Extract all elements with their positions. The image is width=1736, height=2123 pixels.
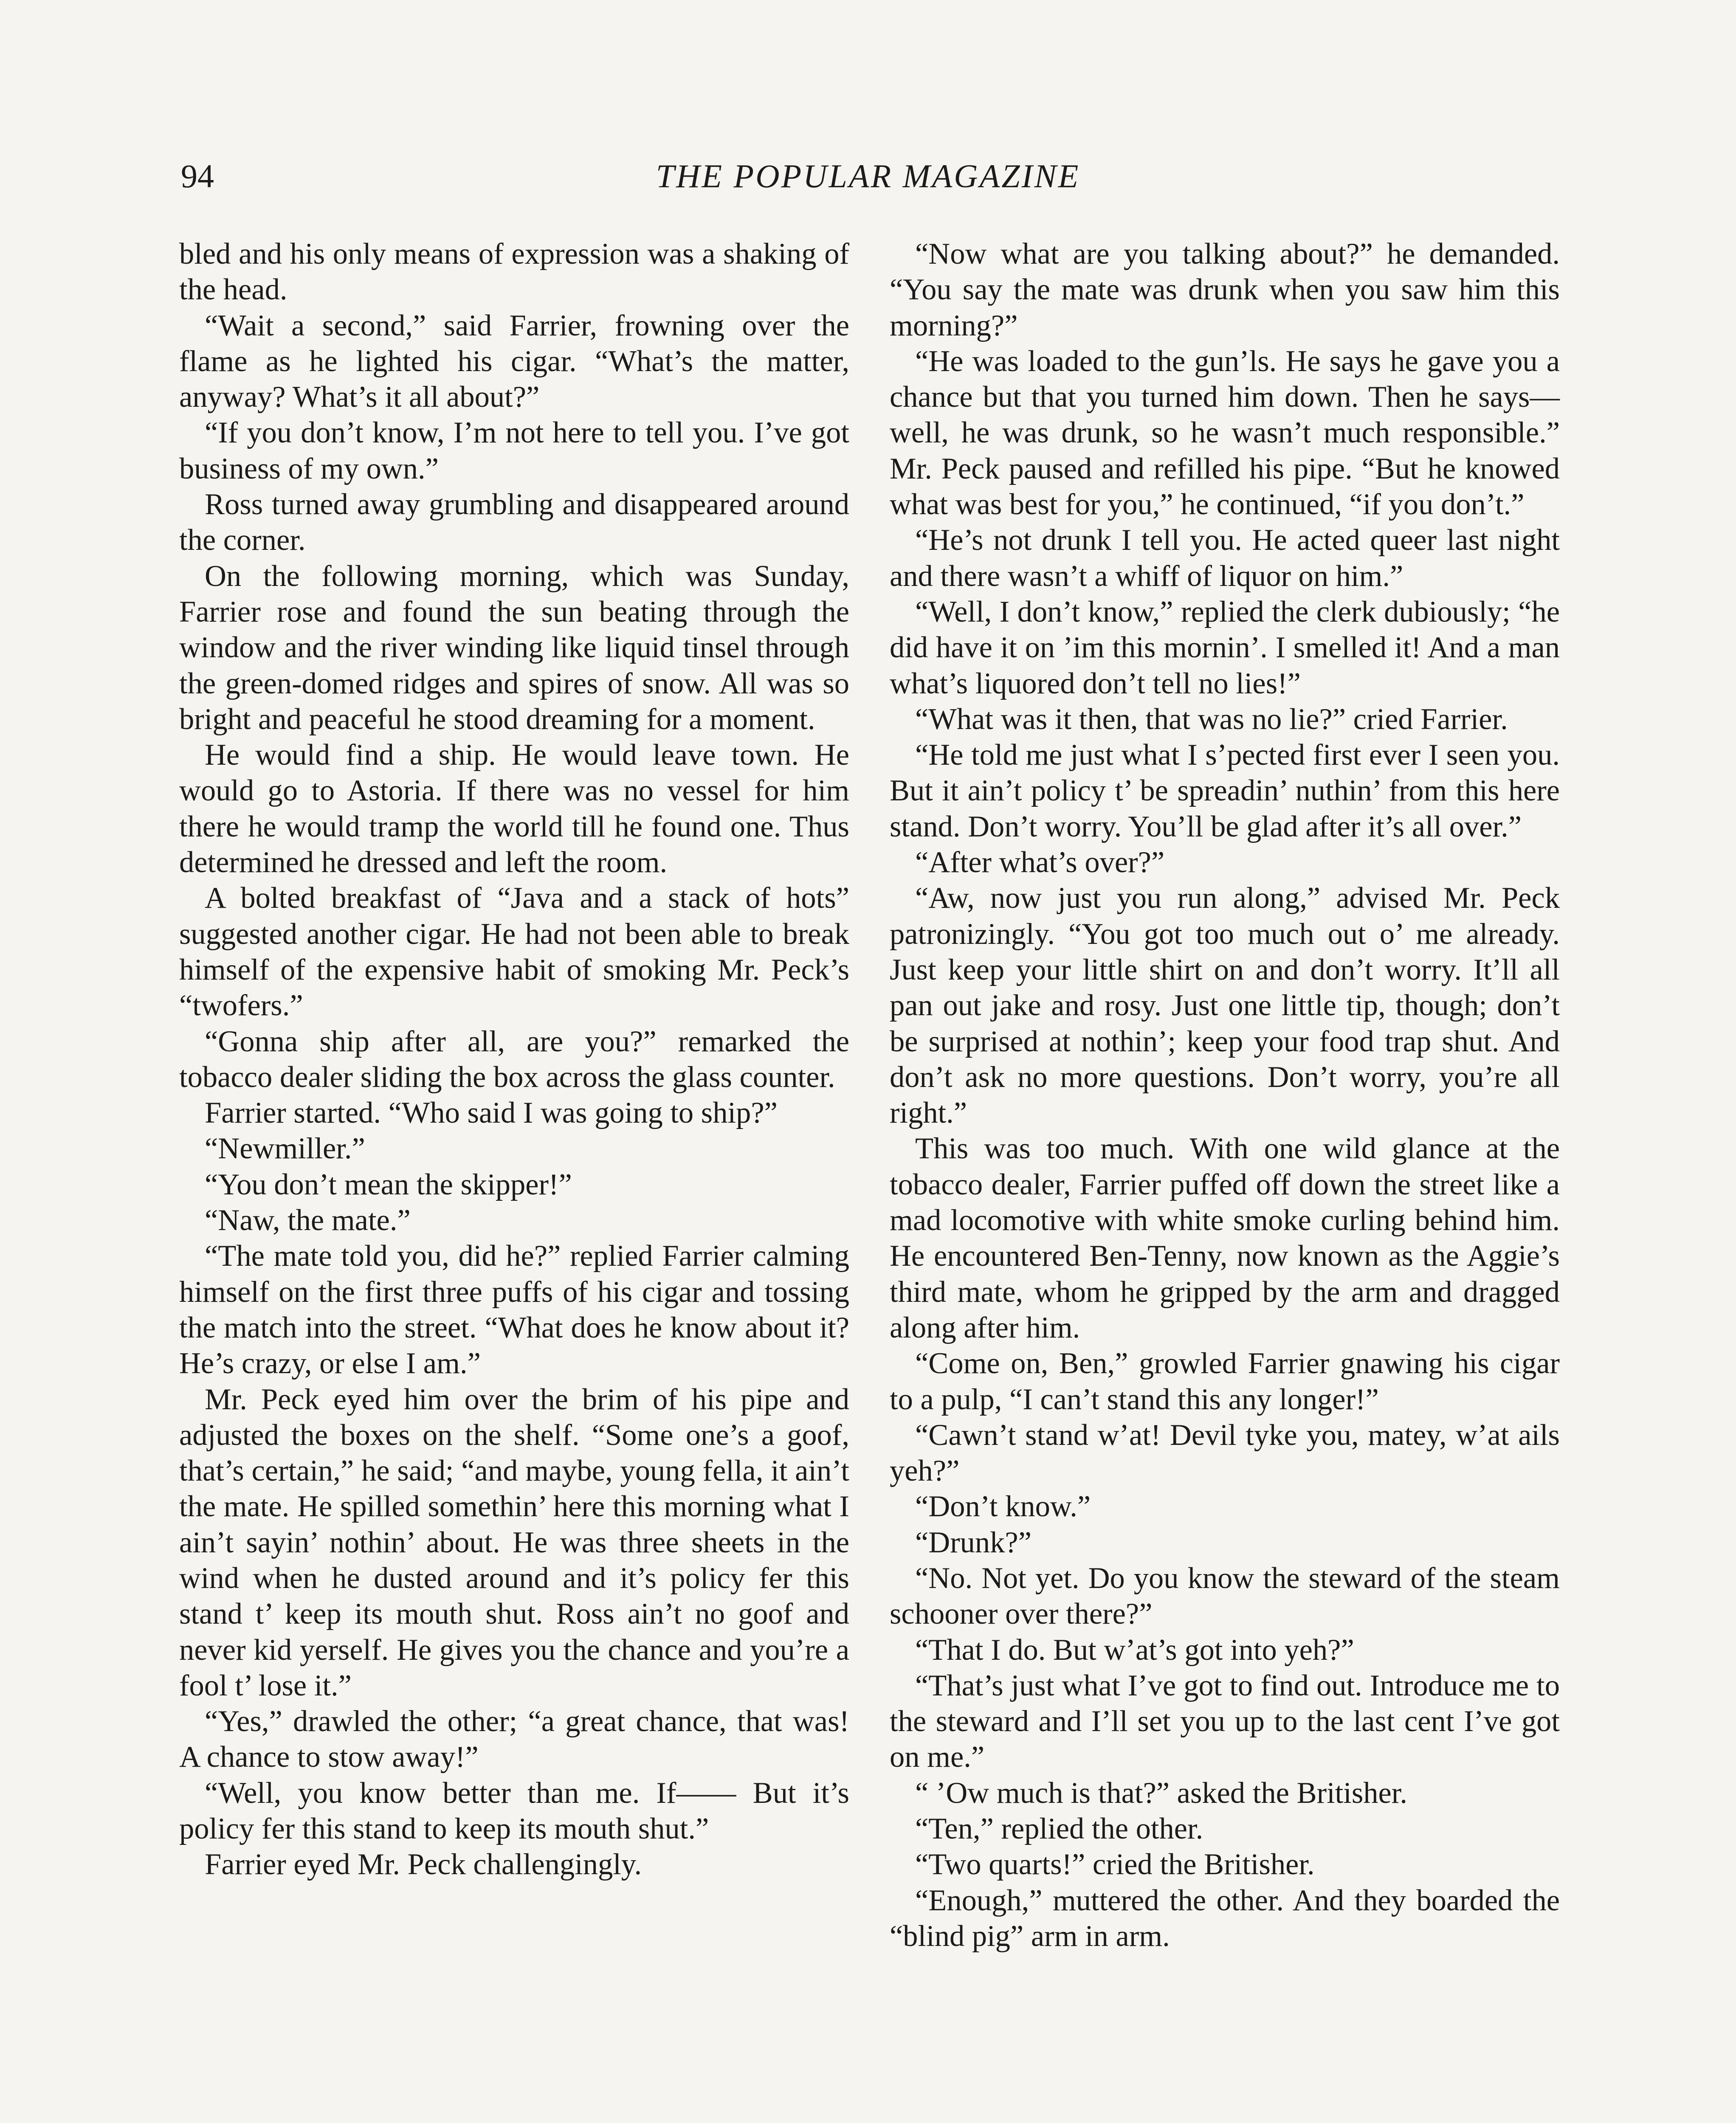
paragraph: “Well, you know better than me. If—— But it’s policy fer this stand to keep its mouth shut.” bbox=[179, 1776, 849, 1846]
paragraph: “He was loaded to the gun’ls. He says he gave you a chance but that you turned him down. Then he says—well, he was drunk, so he wasn’t much responsible.” Mr. Peck paused and refilled his pipe. “But he knowed what was best for you,” he continued, “if you don’t.” bbox=[890, 344, 1560, 521]
paragraph: “Yes,” drawled the other; “a great chance, that was! A chance to stow away!” bbox=[179, 1705, 849, 1774]
paragraph: “The mate told you, did he?” replied Farrier calming himself on the first three puffs of his cigar and tossing the match into the street. “What does he know about it? He’s crazy, or else I am.” bbox=[179, 1239, 849, 1380]
paragraph: “Come on, Ben,” growled Farrier gnawing his cigar to a pulp, “I can’t stand this any longer!” bbox=[890, 1347, 1560, 1416]
paragraph: “Ten,” replied the other. bbox=[915, 1812, 1203, 1846]
paragraph: bled and his only means of expression was a shaking of the head. bbox=[179, 237, 849, 307]
paragraph: “After what’s over?” bbox=[915, 846, 1165, 879]
paragraph: On the following morning, which was Sunday, Farrier rose and found the sun beating through the window and the river winding like liquid tinsel through the green-domed ridges and spires of snow. All was so bright and peaceful he stood dreaming for a moment. bbox=[179, 559, 849, 736]
paragraph: “Don’t know.” bbox=[915, 1490, 1091, 1523]
paragraph: Mr. Peck eyed him over the brim of his pipe and adjusted the boxes on the shelf. “Some one’s a goof, that’s certain,” he said; “and maybe, young fella, it ain’t the mate. He spilled somethin’ here this morning what I ain’t sayin’ nothin’ about. He was three sheets in the wind when he dusted around and it’s policy fer this stand t’ keep its mouth shut. Ross ain’t no goof and never kid yerself. He gives you the chance and you’re a fool t’ lose it.” bbox=[179, 1382, 849, 1702]
running-head: THE POPULAR MAGAZINE bbox=[656, 158, 1080, 194]
paragraph: “What was it then, that was no lie?” cried Farrier. bbox=[915, 702, 1508, 736]
paragraph: Farrier eyed Mr. Peck challengingly. bbox=[205, 1848, 642, 1881]
paragraph: A bolted breakfast of “Java and a stack of hots” suggested another cigar. He had not been able to break himself of the expensive habit of smoking Mr. Peck’s “twofers.” bbox=[179, 881, 849, 1022]
paragraph: “Naw, the mate.” bbox=[205, 1204, 411, 1237]
paragraph: This was too much. With one wild glance at the tobacco dealer, Farrier puffed off down the street like a mad locomotive with white smoke curling behind him. He encountered Ben-Tenny, now known as the Aggie’s third mate, whom he gripped by the arm and dragged along after him. bbox=[890, 1132, 1560, 1344]
paragraph: “He’s not drunk I tell you. He acted queer last night and there wasn’t a whiff of liquor on him.” bbox=[890, 524, 1560, 593]
paragraph: He would find a ship. He would leave town. He would go to Astoria. If there was no vessel for him there he would tramp the world till he found one. Thus determined he dressed and left the room. bbox=[179, 738, 849, 879]
paragraph: “Newmiller.” bbox=[205, 1132, 365, 1166]
paragraph: “Two quarts!” cried the Britisher. bbox=[915, 1848, 1315, 1881]
paragraph: “Now what are you talking about?” he demanded. “You say the mate was drunk when you saw him this morning?” bbox=[890, 237, 1560, 342]
paragraph: “That I do. But w’at’s got into yeh?” bbox=[915, 1633, 1354, 1667]
paragraph: “Wait a second,” said Farrier, frowning over the flame as he lighted his cigar. “What’s the matter, anyway? What’s it all about?” bbox=[179, 309, 849, 414]
paragraph: “Aw, now just you run along,” advised Mr. Peck patronizingly. “You got too much out o’ me already. Just keep your little shirt on and don’t worry. It’ll all pan out jake and rosy. Just one little tip, though; don’t be surprised at nothin’; keep your food trap shut. And don’t ask no more questions. Don’t worry, you’re all right.” bbox=[890, 881, 1560, 1130]
paragraph: “If you don’t know, I’m not here to tell you. I’ve got business of my own.” bbox=[179, 416, 849, 485]
paragraph: “You don’t mean the skipper!” bbox=[205, 1168, 572, 1201]
paragraph: “No. Not yet. Do you know the steward of the steam schooner over there?” bbox=[890, 1561, 1560, 1631]
paragraph: “Cawn’t stand w’at! Devil tyke you, matey, w’at ails yeh?” bbox=[890, 1418, 1560, 1488]
paragraph: “That’s just what I’ve got to find out. Introduce me to the steward and I’ll set you up to the last cent I’ve got on me.” bbox=[890, 1669, 1560, 1774]
paragraph: “Enough,” muttered the other. And they boarded the “blind pig” arm in arm. bbox=[890, 1884, 1560, 1953]
paragraph: “Drunk?” bbox=[915, 1526, 1032, 1559]
text-column-right bbox=[890, 236, 1560, 1954]
paragraph: “Gonna ship after all, are you?” remarked the tobacco dealer sliding the box across the glass counter. bbox=[179, 1025, 849, 1094]
paragraph: “He told me just what I s’pected first ever I seen you. But it ain’t policy t’ be spreadin’ nuthin’ from this here stand. Don’t worry. You’ll be glad after it’s all over.” bbox=[890, 738, 1560, 843]
paragraph: “Well, I don’t know,” replied the clerk dubiously; “he did have it on ’im this mornin’. I smelled it! And a man what’s liquored don’t tell no lies!” bbox=[890, 595, 1560, 700]
text-column-left bbox=[179, 236, 849, 1883]
paragraph: Farrier started. “Who said I was going to ship?” bbox=[205, 1096, 778, 1130]
paragraph: Ross turned away grumbling and disappeared around the corner. bbox=[179, 488, 849, 557]
page-number: 94 bbox=[181, 158, 214, 194]
paragraph: “ ’Ow much is that?” asked the Britisher. bbox=[915, 1776, 1408, 1810]
